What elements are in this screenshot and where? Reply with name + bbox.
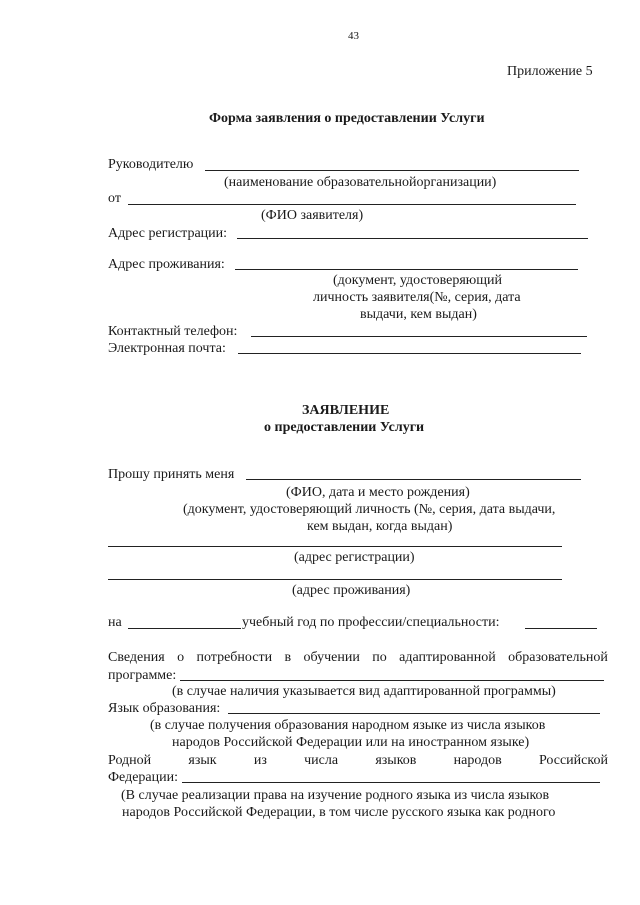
word: адаптированной bbox=[399, 650, 496, 665]
word: Родной bbox=[108, 753, 152, 768]
doc-hint-3: выдачи, кем выдан) bbox=[360, 307, 477, 322]
lang-hint-2: народов Российской Федерации или на иностранном языке) bbox=[172, 735, 530, 750]
needs-line-2: программе: bbox=[108, 668, 177, 683]
word: обучении bbox=[303, 650, 360, 665]
word: языков bbox=[375, 753, 417, 768]
lang-edu-line[interactable] bbox=[228, 713, 600, 714]
year-text: учебный год по профессии/специальности: bbox=[242, 615, 500, 630]
reg-hint: (адрес регистрации) bbox=[294, 550, 415, 565]
doc-hint-full-2: кем выдан, когда выдан) bbox=[307, 519, 453, 534]
word: из bbox=[253, 753, 267, 768]
from-line[interactable] bbox=[128, 204, 576, 205]
needs-line-1 bbox=[108, 650, 608, 666]
native-line-1 bbox=[108, 753, 608, 769]
reg-address-label: Адрес регистрации: bbox=[108, 226, 228, 241]
doc-hint-2: личность заявителя(№, серия, дата bbox=[313, 290, 521, 305]
email-line[interactable] bbox=[238, 353, 581, 354]
phone-line[interactable] bbox=[251, 336, 587, 337]
word: образовательной bbox=[508, 650, 608, 665]
doc-hint-1: (документ, удостоверяющий bbox=[333, 273, 502, 288]
form-title: Форма заявления о предоставлении Услуги bbox=[209, 111, 485, 126]
reg-line[interactable] bbox=[108, 546, 562, 547]
from-label: от bbox=[108, 191, 121, 206]
phone-label: Контактный телефон: bbox=[108, 324, 238, 339]
org-hint: (наименование образовательнойорганизации) bbox=[224, 175, 497, 190]
to-head-line[interactable] bbox=[205, 170, 579, 171]
lang-hint-1: (в случае получения образования народном языке из числа языков bbox=[150, 718, 546, 733]
year-line[interactable] bbox=[128, 628, 241, 629]
live-hint: (адрес проживания) bbox=[292, 583, 411, 598]
needs-line[interactable] bbox=[180, 680, 604, 681]
word: Сведения bbox=[108, 650, 165, 665]
word: Российской bbox=[538, 753, 608, 768]
specialty-line[interactable] bbox=[525, 628, 597, 629]
word: о bbox=[177, 650, 185, 665]
word: народов bbox=[453, 753, 502, 768]
page-number: 43 bbox=[348, 30, 359, 42]
fio-hint: (ФИО заявителя) bbox=[261, 208, 364, 223]
word: язык bbox=[188, 753, 217, 768]
native-lang-line[interactable] bbox=[182, 782, 600, 783]
fio-birth-hint: (ФИО, дата и место рождения) bbox=[286, 485, 470, 500]
word: числа bbox=[304, 753, 339, 768]
on-label: на bbox=[108, 615, 122, 630]
word: потребности bbox=[196, 650, 273, 665]
live-address-label: Адрес проживания: bbox=[108, 257, 225, 272]
live-address-line[interactable] bbox=[235, 269, 578, 270]
needs-hint: (в случае наличия указывается вид адаптированной программы) bbox=[172, 684, 556, 699]
appendix-label: Приложение 5 bbox=[507, 64, 593, 79]
reg-address-line[interactable] bbox=[237, 238, 588, 239]
word: в bbox=[284, 650, 292, 665]
lang-edu-label: Язык образования: bbox=[108, 701, 221, 716]
accept-me-label: Прошу принять меня bbox=[108, 467, 235, 482]
live-line[interactable] bbox=[108, 579, 562, 580]
statement-title: ЗАЯВЛЕНИЕ bbox=[302, 403, 390, 418]
native-hint-2: народов Российской Федерации, в том числе русского языка как родного bbox=[122, 805, 556, 820]
word: по bbox=[372, 650, 387, 665]
native-line-2: Федерации: bbox=[108, 770, 179, 785]
email-label: Электронная почта: bbox=[108, 341, 226, 356]
statement-subtitle: о предоставлении Услуги bbox=[264, 420, 425, 435]
native-hint-1: (В случае реализации права на изучение родного языка из числа языков bbox=[121, 788, 550, 803]
to-head-label: Руководителю bbox=[108, 157, 194, 172]
accept-me-line[interactable] bbox=[246, 479, 581, 480]
doc-hint-full-1: (документ, удостоверяющий личность (№, серия, дата выдачи, bbox=[183, 502, 556, 517]
